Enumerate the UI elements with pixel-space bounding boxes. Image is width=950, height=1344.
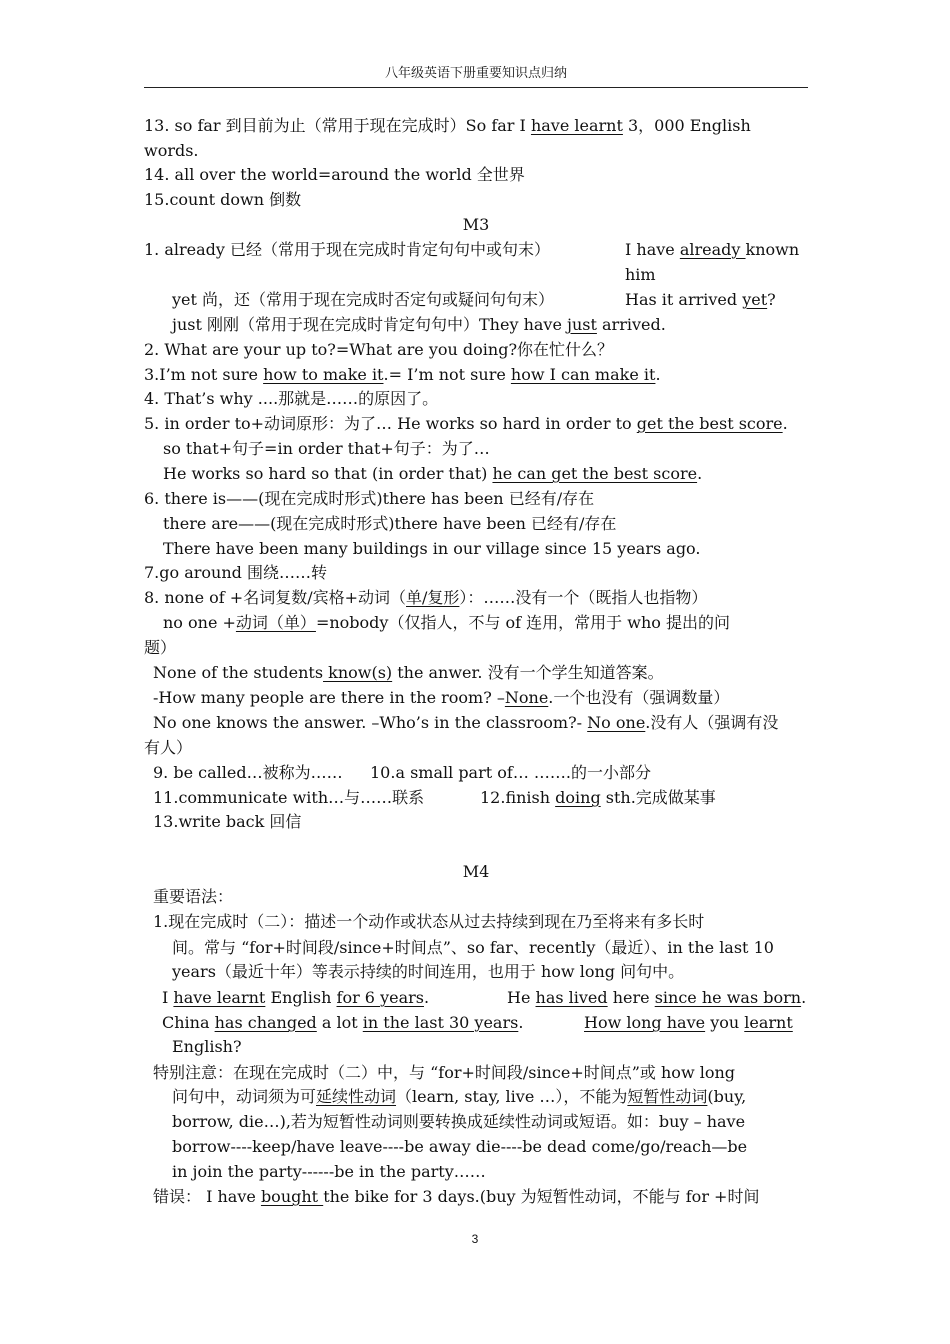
text-line: 14. all over the world=around the world 全世界 [144,165,525,184]
text-line: 13. so far 到目前为止（常用于现在完成时）So far I have learnt 3，000 English [144,116,751,135]
text-line: no one +动词（单）=nobody（仅指人，不与 of 连用，常用于 who 提出的问 [163,613,730,632]
text-line: there are——(现在完成时形式)there have been 已经有/存在 [163,514,617,533]
text-line: 1.现在完成时（二）：描述一个动作或状态从过去持续到现在乃至将来有多长时 [153,912,705,931]
text-line: 错误： I have bought the bike for 3 days.(buy 为短暂性动词，不能与 for +时间 [153,1187,760,1206]
text-line: borrow----keep/have leave----be away die----be dead come/go/reach—be [172,1137,748,1156]
page-number: 3 [471,1232,479,1246]
text-line: 1. already 已经（常用于现在完成时肯定句句中或句末） [144,240,551,259]
text-line: 11.communicate with…与……联系 [153,788,425,807]
text-line: He has lived here since he was born. [507,988,807,1007]
text-line: so that+句子=in order that+句子：为了… [163,439,490,458]
text-line: 9. be called…被称为…… [153,763,343,782]
text-line: 重要语法： [153,887,234,906]
text-line: him [625,265,656,284]
text-line: 有人） [144,738,193,757]
text-line: Has it arrived yet? [625,290,776,309]
text-line: There have been many buildings in our village since 15 years ago. [163,539,701,558]
text-line: 2. What are your up to?=What are you doing?你在忙什么？ [144,340,614,359]
text-line: 特别注意：在现在完成时（二）中，与 “for+时间段/since+时间点”或 how long [153,1063,736,1082]
text-line: 8. none of +名词复数/宾格+动词（单/复形）：……没有一个（既指人也指物） [144,588,708,607]
text-line: 题） [144,638,177,657]
text-line: 间。常与 “for+时间段/since+时间点”、so far、recently（最近）、in the last 10 [172,938,774,957]
header-rule [144,87,808,88]
text-line: He works so hard so that (in order that) he can get the best score. [163,464,703,483]
text-line: borrow, die…),若为短暂性动词则要转换成延续性动词或短语。如：buy – have [172,1112,746,1131]
text-line: 5. in order to+动词原形：为了… He works so hard in order to get the best score. [144,414,788,433]
text-line: I have learnt English for 6 years. [162,988,430,1007]
section-heading-m3: M3 [462,215,490,234]
text-line: years（最近十年）等表示持续的时间连用，也用于 how long 问句中。 [172,962,685,981]
text-line: 4. That’s why ....那就是……的原因了。 [144,389,439,408]
text-line: 12.finish doing sth.完成做某事 [480,788,716,807]
text-line: 15.count down 倒数 [144,190,302,209]
text-line: None of the students know(s) the anwer. 没有一个学生知道答案。 [153,663,664,682]
text-line: English? [172,1037,242,1056]
text-line: 10.a small part of… …….的一小部分 [370,763,651,782]
text-line: words. [144,141,199,160]
text-line: -How many people are there in the room? –None.一个也没有（强调数量） [153,688,730,707]
text-line: How long have you learnt [584,1013,793,1032]
text-line: 3.I’m not sure how to make it.= I’m not sure how I can make it. [144,365,661,384]
text-line: I have already known [625,240,800,259]
page-header-title: 八年级英语下册重要知识点归纳 [384,66,567,81]
text-line: yet 尚，还（常用于现在完成时否定句或疑问句句末） [172,290,555,309]
text-line: 6. there is——(现在完成时形式)there has been 已经有/存在 [144,489,595,508]
text-line: in join the party------be in the party…… [172,1162,486,1181]
text-line: 7.go around 围绕……转 [144,563,327,582]
text-line: just 刚刚（常用于现在完成时肯定句句中）They have just arrived. [172,315,666,334]
text-line: No one knows the answer. –Who’s in the classroom?- No one.没有人（强调有没 [153,713,779,732]
text-line: China has changed a lot in the last 30 years. [162,1013,524,1032]
text-line: 13.write back 回信 [153,812,302,831]
text-line: 问句中，动词须为可延续性动词（learn, stay, live …），不能为短暂性动词(buy, [172,1087,747,1106]
section-heading-m4: M4 [462,862,490,881]
